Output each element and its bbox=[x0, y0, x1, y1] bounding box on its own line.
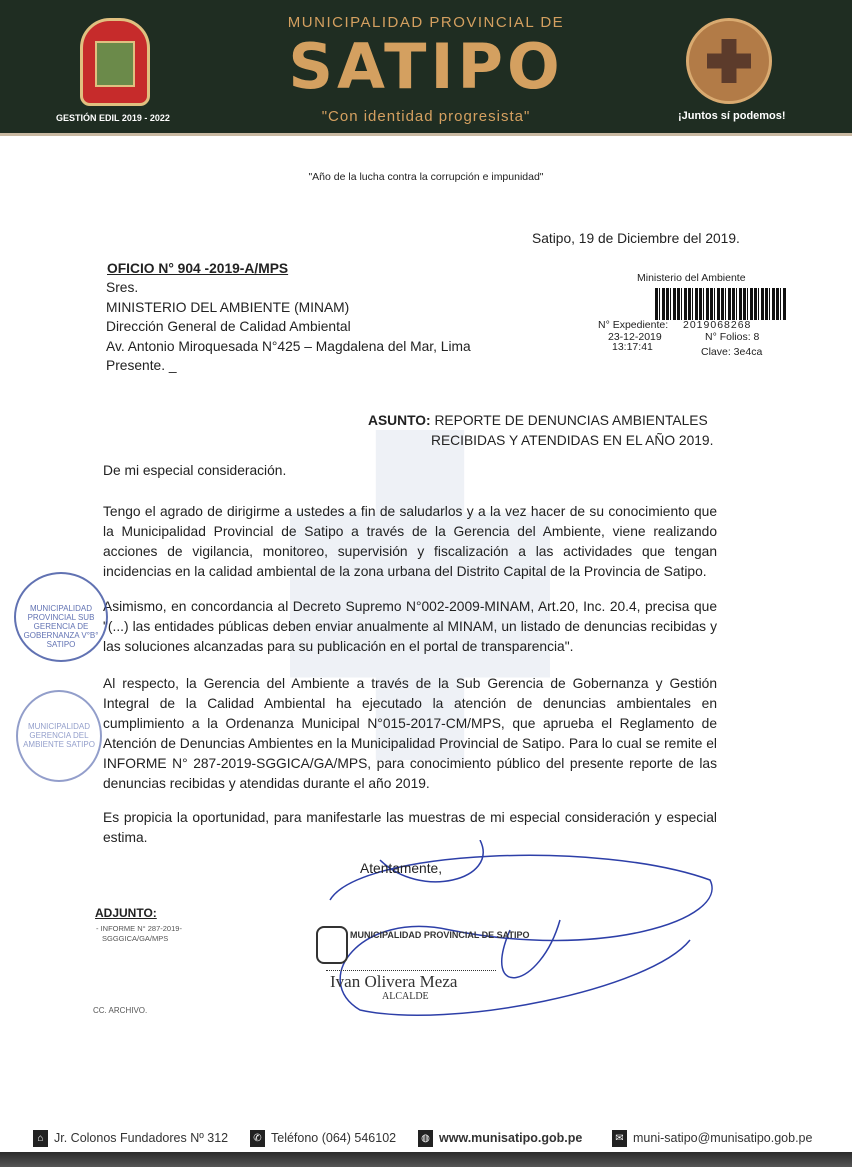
expediente-label: N° Expediente: bbox=[598, 319, 669, 331]
subject-label: ASUNTO: bbox=[368, 413, 431, 428]
recipient-line: Presente. _ bbox=[106, 358, 177, 373]
chakana-medal-icon bbox=[686, 18, 772, 104]
paragraph: Asimismo, en concordancia al Decreto Supremo N°002-2009-MINAM, Art.20, Inc. 20.4, precisa que "(...) las entidades públicas deben enviar anualmente al MINAM, un listado de denuncias recibidas y las soluciones alcanzadas para su publicación en el portal de transparencia". bbox=[103, 599, 717, 654]
gerencia-stamp: MUNICIPALIDAD GERENCIA DEL AMBIENTE SATIPO bbox=[16, 690, 102, 782]
reception-entity: Ministerio del Ambiente bbox=[637, 272, 746, 284]
barcode-icon bbox=[655, 288, 787, 320]
footer-address: Jr. Colonos Fundadores Nº 312 bbox=[54, 1130, 229, 1145]
signer-title: ALCALDE bbox=[382, 991, 429, 1002]
globe-icon: ◍ bbox=[418, 1130, 433, 1147]
letter-date: Satipo, 19 de Diciembre del 2019. bbox=[532, 231, 740, 246]
footer-phone: Teléfono (064) 546102 bbox=[271, 1130, 397, 1145]
cc: CC. ARCHIVO. bbox=[93, 1006, 148, 1015]
attachment-item: SGGGICA/GA/MPS bbox=[102, 934, 169, 943]
folios: N° Folios: 8 bbox=[705, 331, 760, 343]
recipient-line: Av. Antonio Miroquesada N°425 – Magdalena del Mar, Lima bbox=[106, 338, 471, 354]
recipient-line: Sres. bbox=[106, 280, 139, 295]
gestion-label: GESTIÓN EDIL 2019 - 2022 bbox=[56, 113, 170, 123]
subject bbox=[368, 411, 708, 431]
attachments-label: ADJUNTO: bbox=[95, 906, 157, 920]
footer-bar bbox=[0, 1152, 852, 1167]
subject-line: REPORTE DE DENUNCIAS AMBIENTALES bbox=[434, 413, 708, 428]
expediente-number: 2019068268 bbox=[683, 319, 752, 331]
attachment-item: - INFORME N° 287-2019- bbox=[96, 924, 182, 933]
greeting: De mi especial consideración. bbox=[103, 463, 287, 478]
recipient-block bbox=[106, 278, 471, 376]
footer-email[interactable]: muni-satipo@munisatipo.gob.pe bbox=[633, 1130, 813, 1145]
satipo-logo: SATIPO bbox=[288, 30, 564, 103]
footer-website[interactable]: www.munisatipo.gob.pe bbox=[439, 1130, 583, 1145]
letterhead-title: MUNICIPALIDAD PROVINCIAL DE bbox=[287, 14, 565, 31]
vobo-stamp: MUNICIPALIDAD PROVINCIAL SUB GERENCIA DE GOBERNANZA V°B° SATIPO bbox=[14, 572, 108, 662]
seal-crest-icon bbox=[316, 926, 348, 964]
mail-icon: ✉ bbox=[612, 1130, 627, 1147]
recipient-line: Dirección General de Calidad Ambiental bbox=[106, 319, 351, 334]
phone-icon: ✆ bbox=[250, 1130, 265, 1147]
year-motto: "Año de la lucha contra la corrupción e impunidad" bbox=[308, 171, 544, 183]
letterhead-slogan: "Con identidad progresista" bbox=[321, 108, 531, 125]
paragraph: Al respecto, la Gerencia del Ambiente a través de la Sub Gerencia de Gobernanza y Gestión Integral de la Calidad Ambiental ha ejecutado la atención de denuncias ambientales en cumplimiento a la Ordenanza Municipal N°015-2017-CM/MPS, que aprueba el Reglamento de Atención de Denuncias Ambientes en la Municipalidad Provincial de Satipo. Para lo cual se remite el INFORME N° 287-2019-SGGICA/GA/MPS, para conocimiento público del presente reporte de las denuncias recibidas y atendidas durante el año 2019. bbox=[103, 676, 717, 791]
signature-seal-text: MUNICIPALIDAD PROVINCIAL DE SATIPO bbox=[350, 930, 530, 940]
letterhead bbox=[0, 0, 852, 136]
paragraph: Tengo el agrado de dirigirme a ustedes a fin de saludarlos y a la vez hacer de su conocimiento que la Municipalidad Provincial de Satipo a través de la Gerencia del Ambiente, viene realizando acciones de vigilancia, monitoreo, supervisión y fiscalización a las actividades que tengan incidencias en la calidad ambiental de la zona urbana del Distrito Capital de la Provincia de Satipo. bbox=[103, 504, 717, 579]
attachments-list bbox=[96, 924, 182, 944]
footer bbox=[0, 1130, 852, 1150]
subject-line: RECIBIDAS Y ATENDIDAS EN EL AÑO 2019. bbox=[431, 433, 714, 448]
juntos-label: ¡Juntos sí podemos! bbox=[678, 110, 786, 122]
oficio-number: OFICIO N° 904 -2019-A/MPS bbox=[107, 261, 289, 276]
signer-name: Ivan Olivera Meza bbox=[330, 972, 458, 991]
reception-time: 13:17:41 bbox=[612, 341, 653, 353]
signature-line bbox=[326, 970, 496, 971]
paragraph: Es propicia la oportunidad, para manifestarle las muestras de mi especial consideración y especial estima. bbox=[103, 810, 717, 845]
clave: Clave: 3e4ca bbox=[701, 346, 763, 358]
recipient-line: MINISTERIO DEL AMBIENTE (MINAM) bbox=[106, 299, 350, 315]
reception-date: 23-12-2019 bbox=[608, 331, 662, 343]
home-icon: ⌂ bbox=[33, 1130, 48, 1147]
closing: Atentamente, bbox=[360, 861, 443, 876]
